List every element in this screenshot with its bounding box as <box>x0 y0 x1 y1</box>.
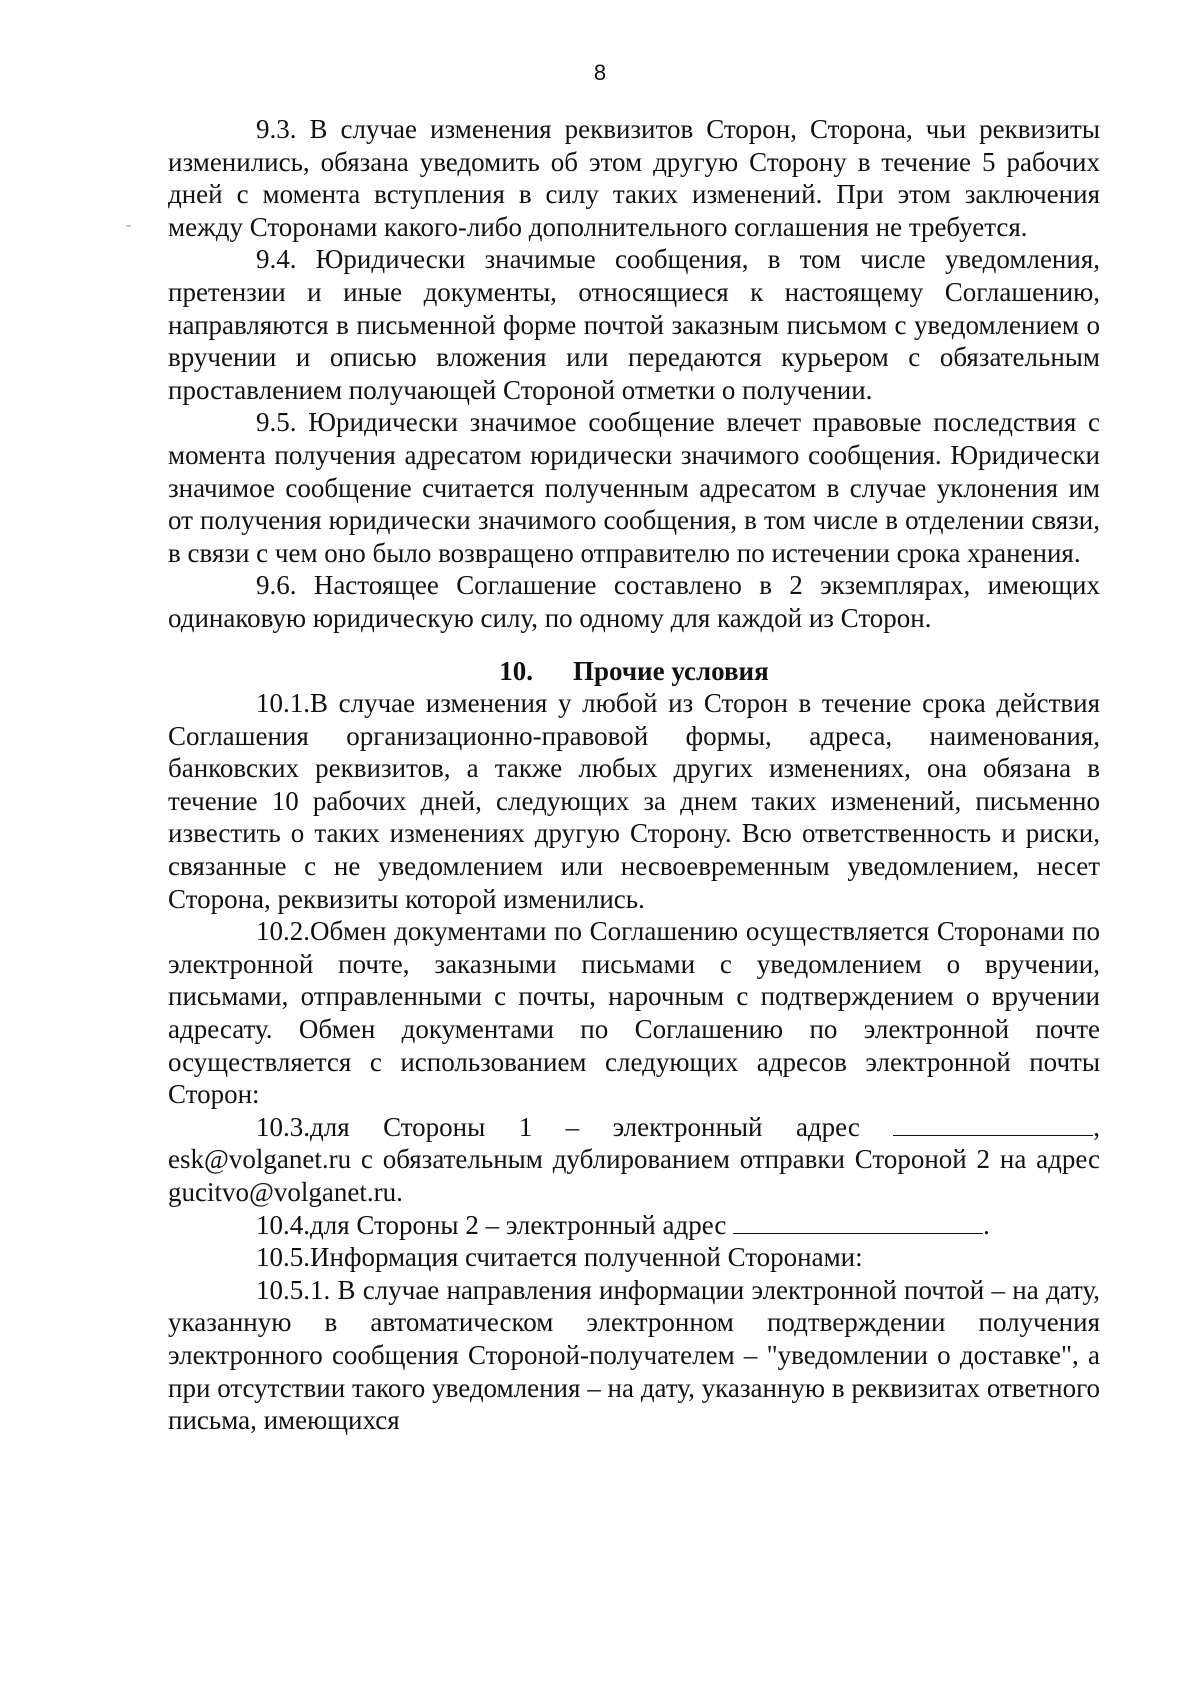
paragraph-10-5-1: 10.5.1. В случае направления информации электронной почтой – на дату, указанную в автоматическом электронном подтверждении получения электронного сообщения Стороной-получателем – "уведомлении о доставке", а при отсутствии такого уведомления – на дату, указанную в реквизитах ответного письма, имеющихся <box>168 1274 1100 1436</box>
paragraph-10-3 <box>168 1111 1100 1209</box>
party-2-email-blank <box>733 1209 983 1234</box>
party-1-email-blank <box>893 1111 1093 1136</box>
paragraph-9-4: 9.4. Юридически значимые сообщения, в том числе уведомления, претензии и иные документы, относящиеся к настоящему Соглашению, направляются в письменной форме почтой заказным письмом с уведомлением о вручении и описью вложения или передаются курьером с обязательным проставлением получающей Стороной отметки о получении. <box>168 244 1100 405</box>
margin-mark <box>126 225 131 227</box>
section-10-heading <box>168 655 1100 688</box>
page-number: 8 <box>593 60 607 85</box>
paragraph-10-3-text-end: , esk@volganet.ru с обязательным дублированием отправки Стороной 2 на адрес gucitvo@volganet.ru. <box>168 1111 1100 1207</box>
document-body <box>168 113 1100 1437</box>
paragraph-10-3-text-start: 10.3.для Стороны 1 – электронный адрес <box>256 1111 894 1142</box>
paragraph-10-2: 10.2.Обмен документами по Соглашению осуществляется Сторонами по электронной почте, заказными письмами с уведомлением о вручении, письмами, отправленными с почты, нарочным с подтверждением о вручении адресату. Обмен документами по Соглашению по электронной почте осуществляется с использованием следующих адресов электронной почты Сторон: <box>168 916 1100 1110</box>
paragraph-10-4-text-start: 10.4.для Стороны 2 – электронный адрес <box>256 1209 734 1240</box>
paragraph-9-6: 9.6. Настоящее Соглашение составлено в 2 экземплярах, имеющих одинаковую юридическую силу, по одному для каждой из Сторон. <box>168 570 1100 633</box>
paragraph-9-5: 9.5. Юридически значимое сообщение влечет правовые последствия с момента получения адресатом юридически значимого сообщения. Юридически значимое сообщение считается полученным адресатом в случае уклонения им от получения юридически значимого сообщения, в том числе в отделении связи, в связи с чем оно было возвращено отправителю по истечении срока хранения. <box>168 407 1100 568</box>
paragraph-10-1: 10.1.В случае изменения у любой из Сторон в течение срока действия Соглашения организационно-правовой формы, адреса, наименования, банковских реквизитов, а также любых других изменениях, она обязана в течение 10 рабочих дней, следующих за днем таких изменений, письменно известить о таких изменениях другую Сторону. Всю ответственность и риски, связанные с не уведомлением или несвоевременным уведомлением, несет Сторона, реквизиты которой изменились. <box>168 688 1100 914</box>
paragraph-9-3: 9.3. В случае изменения реквизитов Сторон, Сторона, чьи реквизиты изменились, обязана уведомить об этом другую Сторону в течение 5 рабочих дней с момента вступления в силу таких изменений. При этом заключения между Сторонами какого-либо дополнительного соглашения не требуется. <box>168 114 1100 242</box>
paragraph-10-4-text-end: . <box>983 1209 990 1240</box>
section-10-title: Прочие условия <box>573 655 769 686</box>
section-10-number: 10. <box>499 655 534 686</box>
paragraph-10-5: 10.5.Информация считается полученной Сторонами: <box>256 1242 863 1273</box>
paragraph-10-4 <box>168 1209 1100 1242</box>
